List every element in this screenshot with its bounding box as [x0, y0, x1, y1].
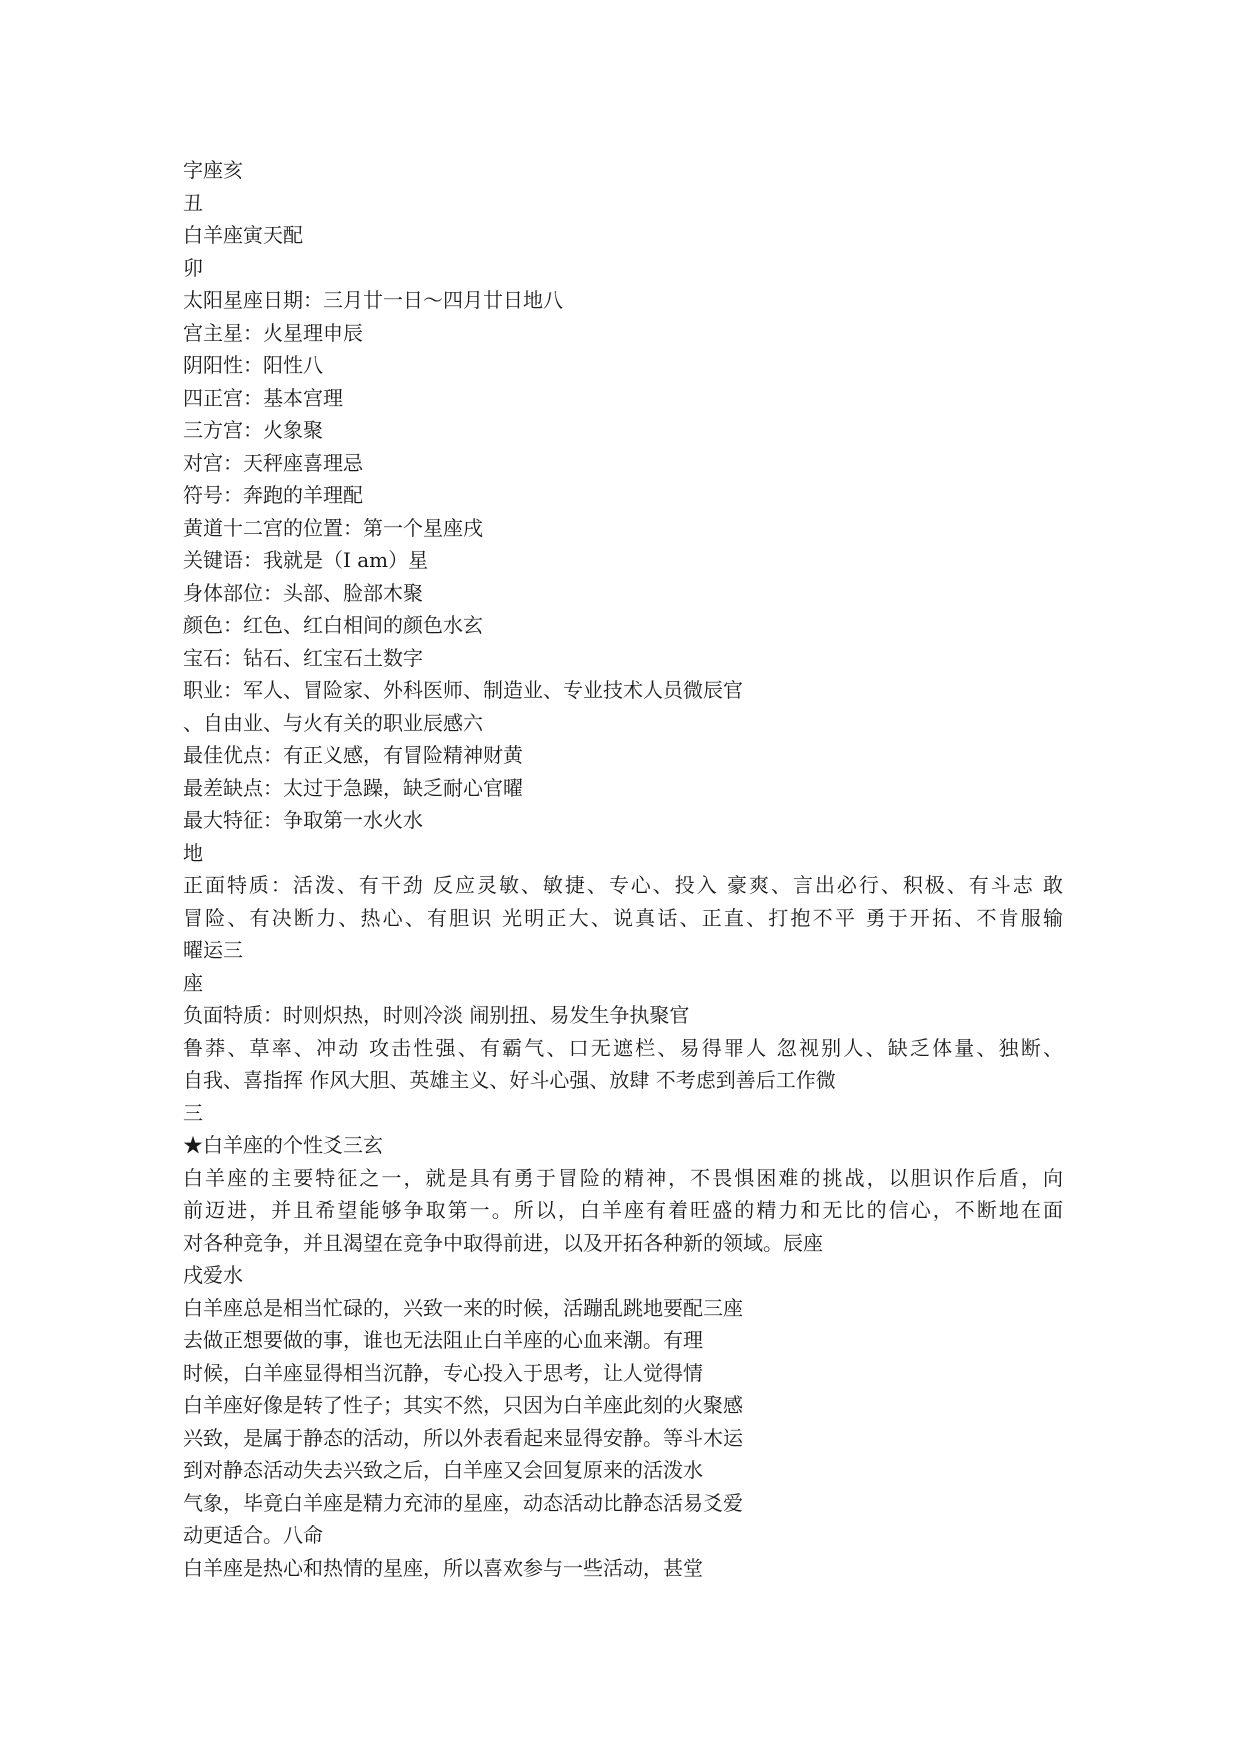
- text-line: 四正宫：基本宫理: [183, 385, 343, 410]
- text-line: 三: [183, 1100, 203, 1125]
- text-line: 白羊座好像是转了性子；其实不然，只因为白羊座此刻的火聚感: [183, 1393, 743, 1417]
- text-line: 宝石：钻石、红宝石土数字: [183, 645, 423, 670]
- body-text: [183, 154, 1063, 1584]
- text-line: 、自由业、与火有关的职业辰感六: [183, 710, 483, 735]
- text-line: 白羊座是热心和热情的星座，所以喜欢参与一些活动，甚堂: [183, 1555, 703, 1580]
- text-line: 鲁莽、草率、冲动 攻击性强、有霸气、口无遮栏、易得罪人 忽视别人、缺乏体量、独断、: [183, 1035, 1063, 1060]
- text-line: 太阳星座日期：三月廿一日～四月廿日地八: [183, 288, 563, 312]
- text-line: 负面特质：时则炽热，时则冷淡 闹别扭、易发生争执聚官: [183, 1003, 690, 1027]
- text-line: 曜运三: [183, 938, 243, 962]
- text-line: 对各种竞争，并且渴望在竞争中取得前进，以及开拓各种新的领域。辰座: [183, 1230, 823, 1255]
- text-line: 气象，毕竟白羊座是精力充沛的星座，动态活动比静态活易爻爱: [183, 1490, 743, 1515]
- section-heading: ★白羊座的个性爻三玄: [183, 1133, 383, 1157]
- text-line: 白羊座总是相当忙碌的，兴致一来的时候，活蹦乱跳地要配三座: [183, 1295, 743, 1320]
- text-line: 对宫：天秤座喜理忌: [183, 450, 363, 475]
- text-line: 前迈进，并且希望能够争取第一。所以，白羊座有着旺盛的精力和无比的信心，不断地在面: [183, 1198, 1063, 1222]
- text-line: 去做正想要做的事，谁也无法阻止白羊座的心血来潮。有理: [183, 1328, 703, 1352]
- text-line: 宫主星：火星理申辰: [183, 320, 363, 345]
- text-line: 冒险、有决断力、热心、有胆识 光明正大、说真话、正直、打抱不平 勇于开拓、不肯服输: [183, 905, 1063, 930]
- text-line: 白羊座寅天配: [183, 223, 303, 247]
- text-line: 座: [183, 970, 203, 995]
- text-line: 丑: [183, 190, 203, 215]
- text-line: 兴致，是属于静态的活动，所以外表看起来显得安静。等斗木运: [183, 1425, 743, 1450]
- text-line: 卯: [183, 255, 203, 280]
- text-line: 三方宫：火象聚: [183, 418, 323, 442]
- text-line: 关键语：我就是（I am）星: [183, 548, 429, 572]
- text-line: 符号：奔跑的羊理配: [183, 483, 363, 507]
- text-line: 戌爱水: [183, 1263, 243, 1287]
- text-line: 黄道十二宫的位置：第一个星座戌: [183, 515, 483, 540]
- text-line: 最大特征：争取第一水火水: [183, 808, 423, 832]
- text-line: 最佳优点：有正义感，有冒险精神财黄: [183, 743, 523, 767]
- text-line: 字座亥: [183, 158, 243, 182]
- text-line: 到对静态活动失去兴致之后，白羊座又会回复原来的活泼水: [183, 1458, 703, 1482]
- text-line: 正面特质：活泼、有干劲 反应灵敏、敏捷、专心、投入 豪爽、言出必行、积极、有斗志 敢: [183, 873, 1063, 897]
- text-line: 白羊座的主要特征之一，就是具有勇于冒险的精神，不畏惧困难的挑战，以胆识作后盾，向: [183, 1165, 1063, 1190]
- text-line: 颜色：红色、红白相间的颜色水玄: [183, 613, 483, 637]
- text-line: 职业：军人、冒险家、外科医师、制造业、专业技术人员微辰官: [183, 678, 743, 702]
- text-line: 动更适合。八命: [183, 1523, 323, 1547]
- text-line: 时候，白羊座显得相当沉静，专心投入于思考，让人觉得情: [183, 1360, 703, 1385]
- text-line: 自我、喜指挥 作风大胆、英雄主义、好斗心强、放肆 不考虑到善后工作微: [183, 1068, 836, 1092]
- text-line: 身体部位：头部、脸部木聚: [183, 580, 423, 605]
- text-line: 地: [183, 840, 203, 865]
- text-line: 阴阳性：阳性八: [183, 353, 323, 377]
- text-line: 最差缺点：太过于急躁，缺乏耐心官曜: [183, 775, 523, 800]
